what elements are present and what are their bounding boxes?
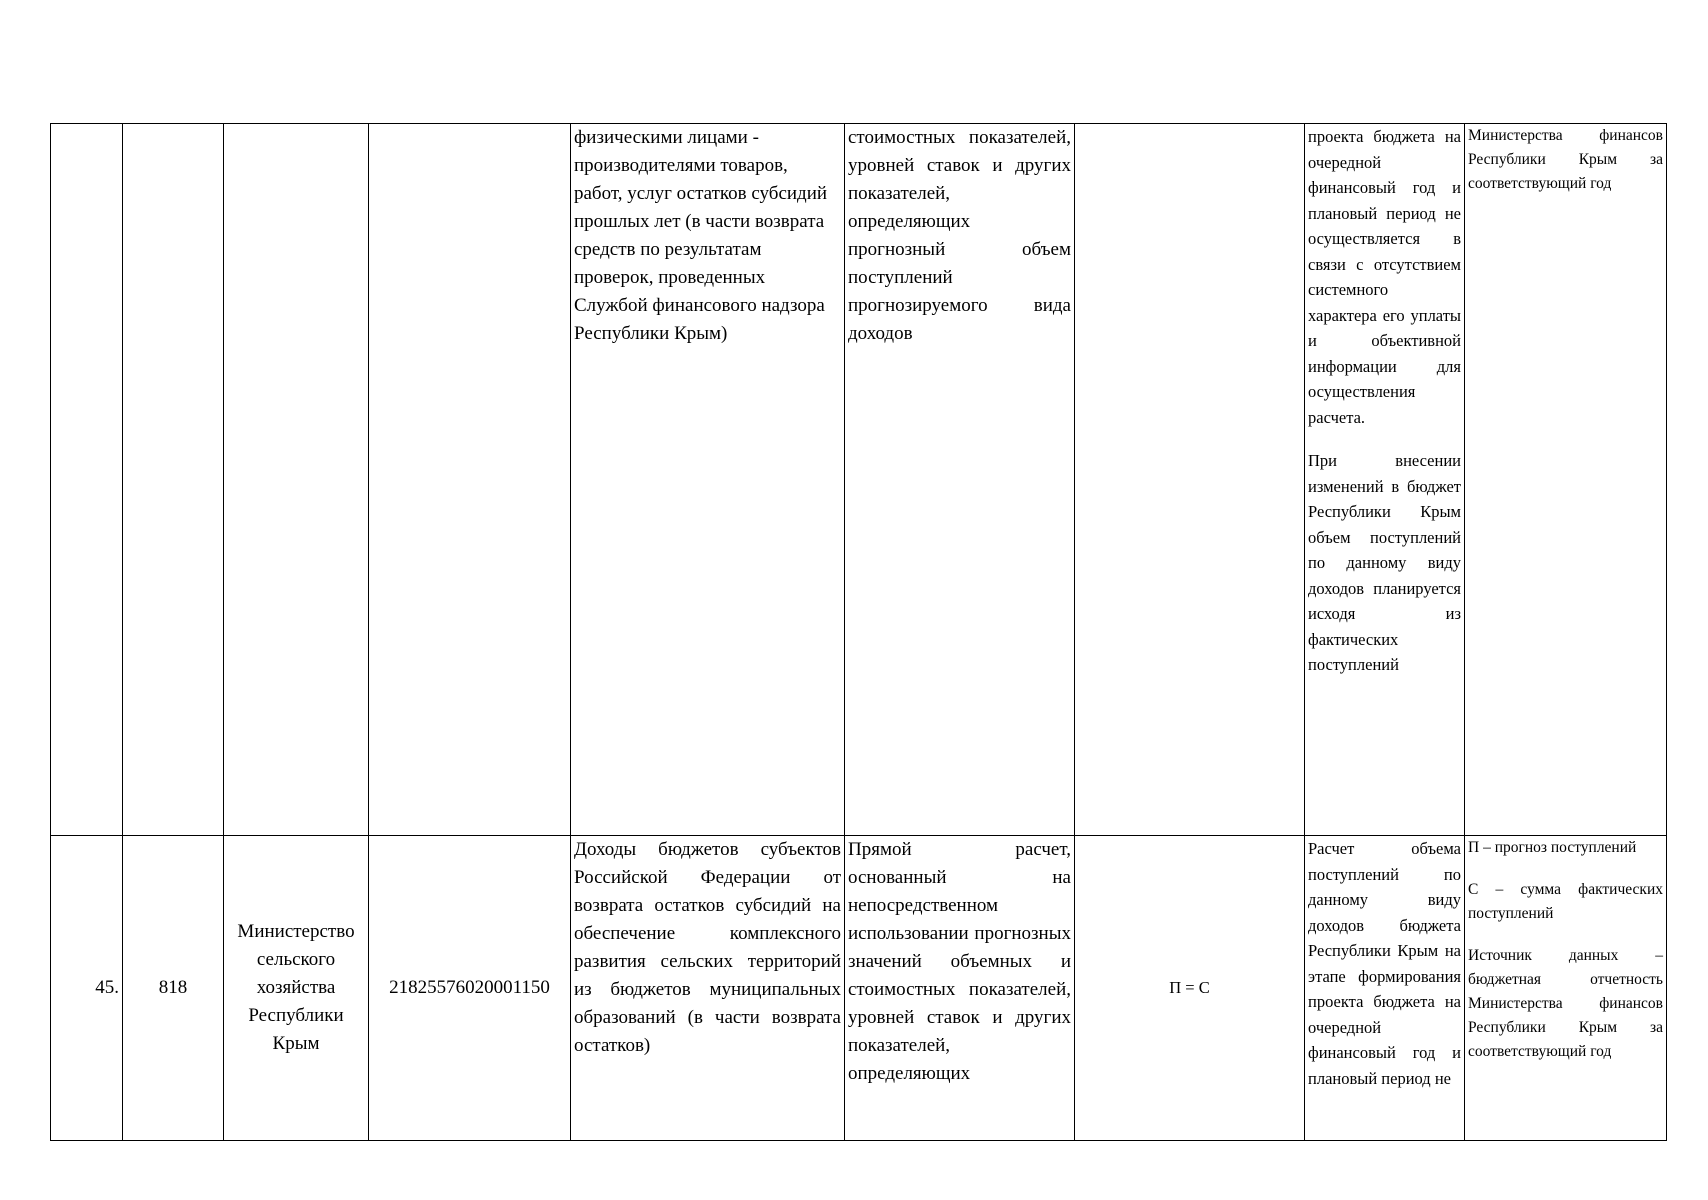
- cell-algorithm: [1305, 836, 1465, 1141]
- cell-number: 45.: [51, 836, 123, 1141]
- cell-indicators-source: [1465, 124, 1667, 836]
- source-paragraph: С – сумма фактических поступлений: [1468, 881, 1663, 922]
- table-row: [51, 836, 1667, 1141]
- source-paragraph: Министерства финансов Республики Крым за соответствующий год: [1468, 127, 1663, 192]
- cell-formula: П = С: [1075, 836, 1305, 1141]
- cell-forecast-method: Прямой расчет, основанный на непосредственном использовании прогнозных значений объемных и стоимостных показателей, уровней ставок и других показателей, определяющих: [845, 836, 1075, 1141]
- cell-forecast-method: стоимостных показателей, уровней ставок и других показателей, определяющих прогнозный объем поступлений прогнозируемого вида доходов: [845, 124, 1075, 836]
- cell-algorithm: [1305, 124, 1465, 836]
- cell-admin-code: [123, 124, 224, 836]
- cell-administrator: Министерство сельского хозяйства Республики Крым: [224, 836, 369, 1141]
- cell-income-name: Доходы бюджетов субъектов Российской Федерации от возврата остатков субсидий на обеспечение комплексного развития сельских территорий из бюджетов муниципальных образований (в части возврата остатков): [571, 836, 845, 1141]
- cell-income-name: физическими лицами - производителями товаров, работ, услуг остатков субсидий прошлых лет (в части возврата средств по результатам проверок, проведенных Службой финансового надзора Республики Крым): [571, 124, 845, 836]
- revenue-methodology-table: [50, 123, 1667, 1141]
- table-row: [51, 124, 1667, 836]
- cell-kbk: [369, 124, 571, 836]
- algorithm-paragraph: проекта бюджета на очередной финансовый год и плановый период не осуществляется в связи с отсутствием системного характера его уплаты и объективной информации для осуществления расчета.: [1308, 127, 1461, 427]
- cell-indicators-source: [1465, 836, 1667, 1141]
- cell-formula: [1075, 124, 1305, 836]
- algorithm-paragraph: Расчет объема поступлений по данному виду доходов бюджета Республики Крым на этапе формирования проекта бюджета на очередной финансовый год и плановый период не: [1308, 839, 1461, 1088]
- source-paragraph: П – прогноз поступлений: [1468, 839, 1637, 856]
- source-paragraph: Источник данных – бюджетная отчетность Министерства финансов Республики Крым за соответствующий год: [1468, 947, 1663, 1060]
- cell-number: [51, 124, 123, 836]
- algorithm-paragraph: При внесении изменений в бюджет Республики Крым объем поступлений по данному виду доходов планируется исходя из фактических поступлений: [1308, 451, 1461, 674]
- cell-kbk: 21825576020001150: [369, 836, 571, 1141]
- cell-administrator: [224, 124, 369, 836]
- cell-admin-code: 818: [123, 836, 224, 1141]
